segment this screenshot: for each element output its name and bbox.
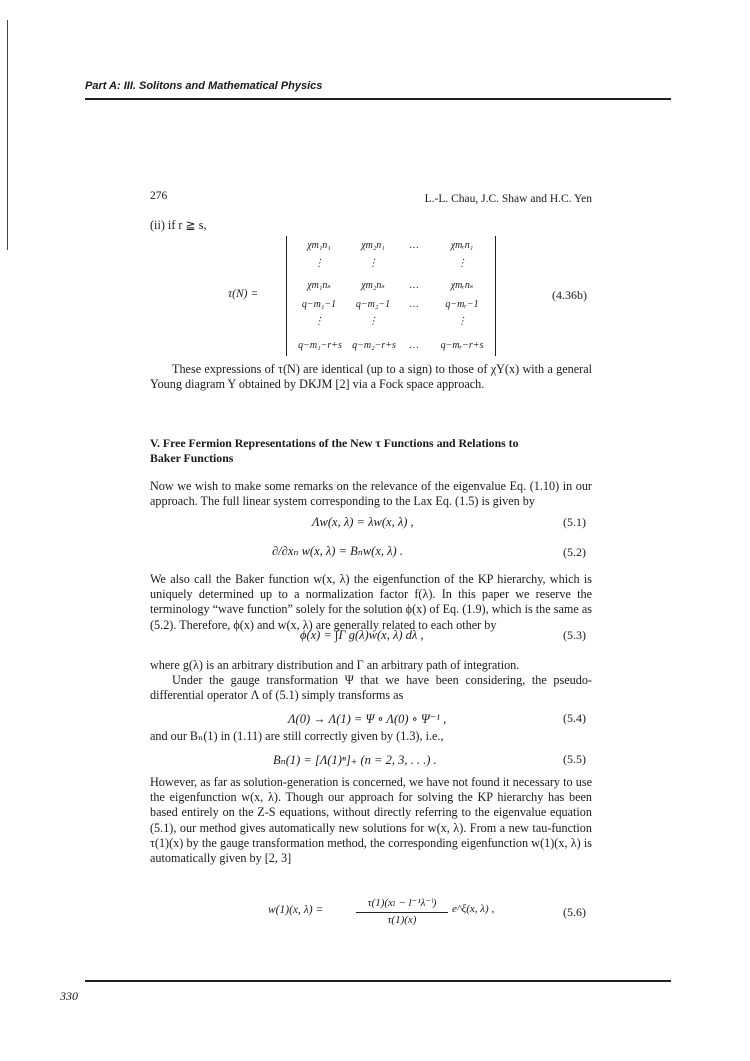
det-cell: χm₁nₛ — [307, 280, 331, 291]
paragraph-bn: and our Bₙ(1) in (1.11) are still correctly given by (1.3), i.e., — [150, 729, 444, 743]
det-hdots: … — [409, 340, 419, 351]
det-vdots: ⋮ — [368, 258, 378, 269]
fraction-bar — [356, 912, 448, 913]
equation-5-6-numerator: τ(1)(xₗ − l⁻¹λ⁻ˡ) — [367, 897, 437, 909]
det-vdots: ⋮ — [368, 316, 378, 327]
det-cell: q−m₂−1 — [355, 299, 391, 310]
det-vdots: ⋮ — [457, 316, 467, 327]
header-rule — [85, 98, 671, 100]
det-cell: χm₂nₛ — [361, 280, 385, 291]
equation-number: (5.5) — [563, 752, 586, 766]
equation-number: (5.2) — [563, 545, 586, 559]
det-cell: q−m₁−r+s — [298, 340, 342, 351]
det-hdots: … — [409, 240, 419, 251]
paragraph-linear-system: Now we wish to make some remarks on the relevance of the eigenvalue Eq. (1.10) in our approach. The full linear system corresponding to the Lax Eq. (1.5) is given by — [150, 479, 592, 509]
section-heading: V. Free Fermion Representations of the New τ Functions and Relations to Baker Functions — [150, 436, 519, 465]
det-vdots: ⋮ — [314, 316, 324, 327]
equation-number: (5.3) — [563, 628, 586, 642]
equation-5-1: Λw(x, λ) = λw(x, λ) , — [312, 515, 414, 529]
equation-number: (5.6) — [563, 905, 586, 919]
equation-number: (5.4) — [563, 711, 586, 725]
equation-5-4: Λ(0) → Λ(1) = Ψ ∘ Λ(0) ∘ Ψ⁻¹ , — [288, 712, 447, 726]
determinant — [286, 236, 496, 356]
paragraph-young-diagram: These expressions of τ(N) are identical (up to a sign) to those of χY(x) with a general Young diagram Y obtained by DKJM [2] via a Fock space approach. — [150, 362, 592, 392]
page-number: 276 — [150, 190, 168, 202]
paragraph-gauge: Under the gauge transformation Ψ that we have been considering, the pseudo-differential operator Λ of (5.1) simply transforms as — [150, 673, 592, 703]
equation-5-5: Bₙ(1) = [Λ(1)ⁿ]₊ (n = 2, 3, . . .) . — [273, 753, 437, 767]
det-cell: χmᵣnₛ — [450, 280, 474, 291]
paragraph-baker-function: We also call the Baker function w(x, λ) the eigenfunction of the KP hierarchy, which is uniquely determined up to a normalization factor f(λ). In this paper we reserve the terminology “wave function” solely for the solution ϕ(x) of Eq. (1.9), which is the same as (5.2). Therefore, ϕ(x) and w(x, λ) are generally related to each other by — [150, 572, 592, 632]
det-hdots: … — [409, 280, 419, 291]
det-cell: χm₁n₁ — [307, 240, 331, 251]
footer-rule — [85, 980, 671, 982]
page-edge-rule — [7, 20, 8, 250]
equation-5-6-lhs: w(1)(x, λ) = — [268, 904, 324, 916]
equation-5-6-denominator: τ(1)(x) — [387, 914, 417, 926]
authors: L.-L. Chau, J.C. Shaw and H.C. Yen — [424, 193, 592, 205]
equation-number: (4.36b) — [552, 288, 587, 302]
det-hdots: … — [409, 299, 419, 310]
paragraph-distribution: where g(λ) is an arbitrary distribution and Γ an arbitrary path of integration. — [150, 658, 520, 672]
det-cell: χmᵣn₁ — [450, 240, 474, 251]
det-vdots: ⋮ — [457, 258, 467, 269]
paragraph-solution-generation: However, as far as solution-generation is concerned, we have not found it necessary to use the eigenfunction w(x, λ). Though our approach for solving the KP hierarchy has been based entirely on the Z-S equations, without directly referring to the eigenvalue equation (5.1), our method gives automatically new solutions for w(x, λ). From a new tau-function τ(1)(x) by the gauge transformation method, the corresponding eigenfunction w(1)(x, λ) is automatically given by [2, 3] — [150, 775, 592, 866]
det-cell: q−mᵣ−1 — [445, 299, 479, 310]
det-vdots: ⋮ — [314, 258, 324, 269]
det-cell: q−m₂−r+s — [352, 340, 396, 351]
running-head: Part A: III. Solitons and Mathematical Physics — [85, 80, 323, 92]
det-cell: q−m₁−1 — [301, 299, 337, 310]
equation-5-2: ∂/∂xₙ w(x, λ) = Bₙw(x, λ) . — [272, 544, 403, 558]
det-cell: χm₂n₁ — [361, 240, 385, 251]
equation-5-3: ϕ(x) = ∫Γ g(λ)w(x, λ) dλ , — [300, 628, 424, 642]
equation-5-6-exponential: e^ξ(x, λ) , — [452, 903, 495, 915]
det-lhs: τ(N) = — [228, 288, 259, 300]
folio-number: 330 — [60, 989, 78, 1003]
equation-number: (5.1) — [563, 515, 586, 529]
det-cell: q−mᵣ−r+s — [440, 340, 484, 351]
condition-text: (ii) if r ≧ s, — [150, 218, 207, 232]
